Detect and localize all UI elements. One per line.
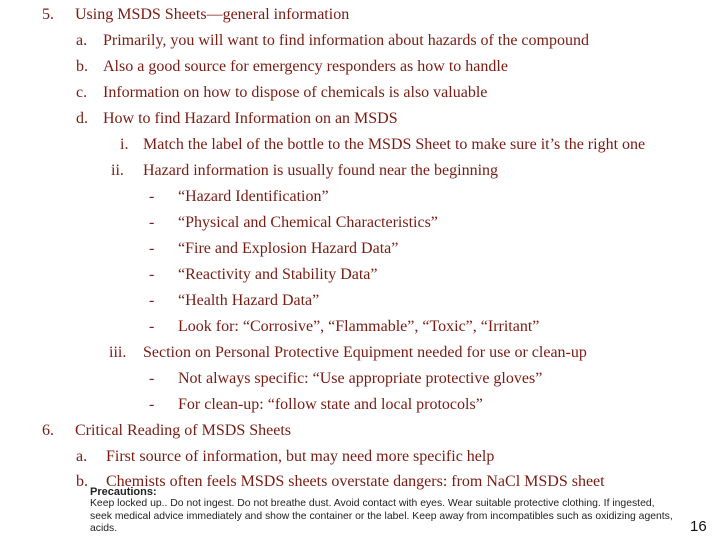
list-marker: - <box>149 240 155 257</box>
list-marker: - <box>149 266 155 283</box>
outline-text: “Health Hazard Data” <box>178 292 320 309</box>
outline-text: Not always specific: “Use appropriate protective gloves” <box>178 370 543 387</box>
list-marker: b. <box>76 58 88 75</box>
list-marker: - <box>149 396 155 413</box>
outline-text: “Hazard Identification” <box>178 188 329 205</box>
list-marker: d. <box>76 110 88 127</box>
precautions-excerpt <box>90 486 675 536</box>
outline-text: “Physical and Chemical Characteristics” <box>178 214 438 231</box>
outline-text: First source of information, but may need more specific help <box>106 448 495 465</box>
outline-text: Chemists often feels MSDS sheets overstate dangers: from NaCl MSDS sheet <box>106 473 605 490</box>
list-marker: - <box>149 318 155 335</box>
list-marker: - <box>149 188 155 205</box>
list-marker: a. <box>76 448 88 465</box>
outline-text: For clean-up: “follow state and local protocols” <box>178 396 483 413</box>
outline-text: Primarily, you will want to find information about hazards of the compound <box>103 32 589 49</box>
precautions-body: Keep locked up.. Do not ingest. Do not breathe dust. Avoid contact with eyes. Wear suitable protective clothing. If ingested, seek medical advice immediately and show the container or the label. Keep away from incompatibles such as oxidizing agents, acids. <box>90 498 673 535</box>
outline-text: Look for: “Corrosive”, “Flammable”, “Toxic”, “Irritant” <box>178 318 540 335</box>
outline-text: How to find Hazard Information on an MSDS <box>103 110 398 127</box>
page-number: 16 <box>690 518 707 535</box>
outline-text: Hazard information is usually found near the beginning <box>143 162 499 179</box>
outline-heading: Critical Reading of MSDS Sheets <box>75 422 291 439</box>
list-marker: iii. <box>109 344 127 361</box>
outline-heading: Using MSDS Sheets—general information <box>75 6 350 23</box>
outline-text: Also a good source for emergency responders as how to handle <box>103 58 508 75</box>
outline-text: Information on how to dispose of chemicals is also valuable <box>103 84 488 101</box>
precautions-title: Precautions: <box>90 486 157 498</box>
list-marker: i. <box>120 136 129 153</box>
outline-text: “Fire and Explosion Hazard Data” <box>178 240 399 257</box>
list-marker: ii. <box>111 162 124 179</box>
list-marker: - <box>149 214 155 231</box>
outline-text: “Reactivity and Stability Data” <box>178 266 378 283</box>
list-marker: c. <box>76 84 88 101</box>
list-marker: - <box>149 292 155 309</box>
list-marker: - <box>149 370 155 387</box>
list-marker: 6. <box>42 422 54 439</box>
outline-text: Match the label of the bottle to the MSDS Sheet to make sure it’s the right one <box>143 136 646 153</box>
list-marker: 5. <box>42 6 54 23</box>
outline-text: Section on Personal Protective Equipment needed for use or clean-up <box>143 344 587 361</box>
list-marker: b. <box>76 473 88 490</box>
list-marker: a. <box>76 32 88 49</box>
